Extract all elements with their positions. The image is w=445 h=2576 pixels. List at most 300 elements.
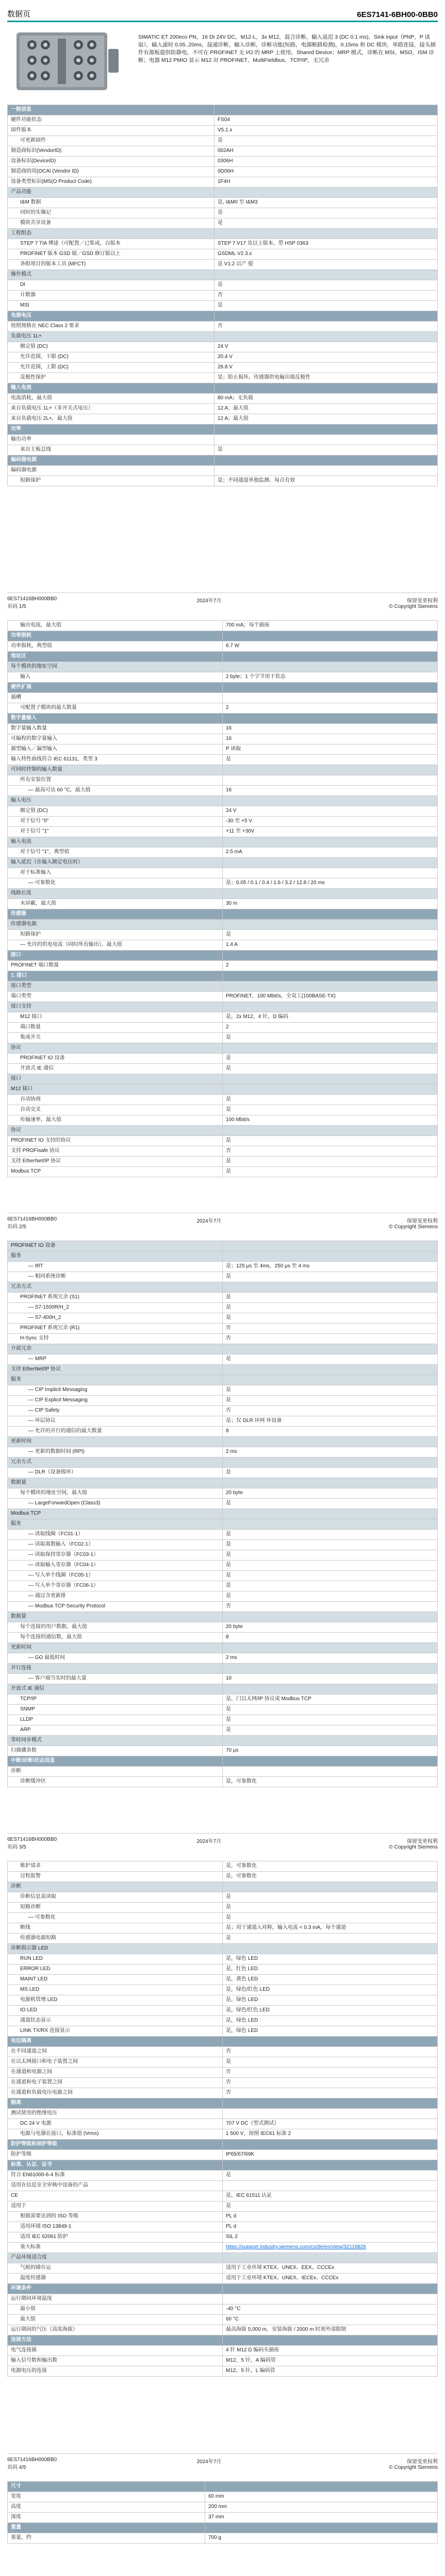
spec-key: 诊断信息需读取 bbox=[8, 1892, 223, 1903]
footer-rights: 保留变更权利 bbox=[407, 598, 438, 604]
spec-key: 自动交叉 bbox=[8, 1105, 223, 1115]
spec-value: 24 V bbox=[215, 342, 438, 352]
spec-row bbox=[8, 2212, 438, 2222]
spec-value: 是 bbox=[223, 1303, 438, 1313]
spec-key: 接口类型 bbox=[8, 981, 223, 992]
spec-value: 是 bbox=[223, 1293, 438, 1303]
spec-key: — S7-400H_2 bbox=[8, 1313, 223, 1324]
spec-row bbox=[8, 280, 438, 291]
spec-key: 硬件功能状态 bbox=[8, 115, 215, 126]
spec-key: 线路长度 bbox=[8, 889, 223, 899]
spec-value bbox=[223, 951, 438, 961]
spec-row bbox=[8, 1872, 438, 1882]
spec-row bbox=[8, 2088, 438, 2098]
spec-key: — 写入单个线圈（FC05-1） bbox=[8, 1571, 223, 1581]
spec-row bbox=[8, 239, 438, 249]
spec-key: 协议 bbox=[8, 1043, 223, 1054]
spec-key: 来自负载电压 2L+，最大值 bbox=[8, 414, 215, 425]
section-header-row bbox=[8, 2523, 438, 2533]
spec-key: 适用于 bbox=[8, 2201, 223, 2212]
spec-key: 输入信号数和输出数 bbox=[8, 2356, 223, 2366]
section-header-row bbox=[8, 2482, 438, 2492]
spec-row bbox=[8, 940, 438, 951]
spec-key: 按照规格在 NEC Class 2 要求 bbox=[8, 321, 215, 332]
spec-key: 在以太网接口和电子装置之间 bbox=[8, 2057, 223, 2067]
spec-value: 是 bbox=[223, 1934, 438, 1944]
spec-row bbox=[8, 1903, 438, 1913]
spec-row bbox=[8, 126, 438, 136]
spec-key: 未屏蔽，最大值 bbox=[8, 899, 223, 909]
spec-key: — 可参数化 bbox=[8, 878, 223, 889]
footer-part: 6ES71416BH000BB0 bbox=[7, 2457, 57, 2463]
spec-key: 服务 bbox=[8, 1251, 223, 1262]
spec-key: PROFINET 版本 GSD 版／GSD 修订版以上 bbox=[8, 249, 215, 260]
spec-row bbox=[8, 1468, 438, 1478]
spec-value: 0D06H bbox=[215, 167, 438, 177]
group-header-row bbox=[8, 1643, 438, 1653]
spec-value: 否 bbox=[223, 2067, 438, 2078]
spec-value bbox=[223, 693, 438, 703]
spec-value: 是，绿色 LED bbox=[223, 2016, 438, 2026]
spec-key: — 写入单个寄存器（FC06-1） bbox=[8, 1581, 223, 1591]
spec-value: 8 bbox=[223, 1633, 438, 1643]
group-header-row bbox=[8, 1074, 438, 1084]
spec-row bbox=[8, 2243, 438, 2253]
spec-row bbox=[8, 827, 438, 837]
spec-row bbox=[8, 775, 438, 786]
page-1 bbox=[0, 0, 445, 613]
spec-key: 电位隔离 bbox=[8, 2037, 223, 2047]
spec-key: 短路诊断 bbox=[8, 1903, 223, 1913]
spec-value: 是，黄色 LED bbox=[223, 1975, 438, 1985]
spec-row bbox=[8, 1674, 438, 1684]
spec-row bbox=[8, 621, 438, 631]
spec-value: 是 bbox=[223, 1705, 438, 1715]
spec-value: 8 bbox=[223, 1427, 438, 1437]
spec-row bbox=[8, 414, 438, 425]
section-header-row bbox=[8, 631, 438, 641]
spec-row bbox=[8, 2109, 438, 2119]
spec-key: PROFINET IO 设备 bbox=[8, 1054, 223, 1064]
spec-row bbox=[8, 1146, 438, 1157]
spec-row bbox=[8, 1540, 438, 1550]
spec-key: 来自主板总线 bbox=[8, 445, 215, 455]
group-header-row bbox=[8, 1365, 438, 1375]
spec-value bbox=[223, 1043, 438, 1054]
section-header-row bbox=[8, 2284, 438, 2294]
spec-key: 输入电压 bbox=[8, 796, 223, 806]
spec-value: 是，红色 LED bbox=[223, 1964, 438, 1975]
spec-row bbox=[8, 1985, 438, 1995]
spec-value: PL d bbox=[223, 2222, 438, 2232]
spec-key: 编码器电源 bbox=[8, 455, 215, 466]
spec-key: 输入延迟（在输入额定电压时） bbox=[8, 858, 223, 868]
spec-value: 否 bbox=[215, 321, 438, 332]
spec-value: 最高海拔 5,000 m，安装海拔 / 2000 m 时须外部限制 bbox=[223, 2325, 438, 2335]
spec-value bbox=[223, 858, 438, 868]
spec-value: 是；仅 DLR 环网 环设备 bbox=[223, 1416, 438, 1427]
spec-value bbox=[223, 775, 438, 786]
spec-value: 是 bbox=[223, 1313, 438, 1324]
spec-row bbox=[8, 115, 438, 126]
spec-value: 2 ms bbox=[223, 1447, 438, 1458]
spec-row bbox=[8, 641, 438, 652]
spec-value: +11 至 +30V bbox=[223, 827, 438, 837]
spec-key: 支持 PROFIsafe 协议 bbox=[8, 1146, 223, 1157]
spec-value: 是 bbox=[223, 1892, 438, 1903]
spec-value bbox=[215, 229, 438, 239]
spec-row bbox=[8, 1602, 438, 1612]
spec-value: 否 bbox=[223, 1406, 438, 1416]
spec-row bbox=[8, 817, 438, 827]
group-header-row bbox=[8, 1509, 438, 1519]
footer-rights: 保留变更权利 bbox=[407, 1839, 438, 1844]
spec-value: 适用于工业环境 KTEX、UNEX、IECEx、CCCEx bbox=[223, 2274, 438, 2284]
spec-value: 0306H bbox=[215, 157, 438, 167]
spec-row bbox=[8, 2119, 438, 2129]
spec-key: 1. 接口 bbox=[8, 971, 223, 981]
section-header-row bbox=[8, 425, 438, 435]
spec-value bbox=[223, 1002, 438, 1012]
spec-value: 是；防止损坏，传感器供电输出端反极性 bbox=[215, 373, 438, 383]
spec-key: 诊断 bbox=[8, 1882, 223, 1892]
spec-row bbox=[8, 2356, 438, 2366]
spec-key: 接口支持 bbox=[8, 1002, 223, 1012]
spec-key: H-Sync 支持 bbox=[8, 1334, 223, 1344]
section-header-row bbox=[8, 652, 438, 662]
group-header-row bbox=[8, 1664, 438, 1674]
spec-value bbox=[223, 1458, 438, 1468]
spec-row bbox=[8, 1157, 438, 1167]
spec-value: PROFINET，100 Mbit/s，全双工(100BASE-TX) bbox=[223, 992, 438, 1002]
spec-value: 2.5 mA bbox=[223, 848, 438, 858]
footer-part: 6ES71416BH000BB0 bbox=[7, 596, 57, 602]
spec-row bbox=[8, 2304, 438, 2315]
spec-row bbox=[8, 2026, 438, 2037]
footer-copyright: © Copyright Siemens bbox=[389, 1844, 438, 1850]
footer-copyright: © Copyright Siemens bbox=[389, 604, 438, 609]
spec-value bbox=[223, 1664, 438, 1674]
spec-row bbox=[8, 1561, 438, 1571]
group-header-row bbox=[8, 1375, 438, 1385]
spec-key: 更新时间 bbox=[8, 1437, 223, 1447]
spec-row bbox=[8, 1892, 438, 1903]
page-footer bbox=[7, 1213, 438, 1230]
spec-row bbox=[8, 1694, 438, 1705]
group-header-row bbox=[8, 2253, 438, 2263]
spec-key: 冗余方式 bbox=[8, 1282, 223, 1293]
spec-value: 200 mm bbox=[205, 2502, 438, 2513]
spec-key: PROFINET IO 设备 bbox=[8, 1241, 223, 1251]
spec-key: M12 接口 bbox=[8, 1012, 223, 1023]
spec-value bbox=[223, 662, 438, 672]
section-header-row bbox=[8, 2037, 438, 2047]
spec-key: 每个连接的用户数据，最大值 bbox=[8, 1622, 223, 1633]
spec-row bbox=[8, 2129, 438, 2140]
footer-part: 6ES71416BH000BB0 bbox=[7, 1216, 57, 1222]
spec-value: 否 bbox=[223, 2078, 438, 2088]
spec-key: 防护等级和保护等级 bbox=[8, 2140, 223, 2150]
spec-key: 协议 bbox=[8, 1126, 223, 1136]
spec-key: 电源机管理 LED bbox=[8, 1995, 223, 2006]
spec-key: 输出功率 bbox=[8, 435, 215, 445]
spec-key: — CIP Safety bbox=[8, 1406, 223, 1416]
spec-value bbox=[223, 909, 438, 920]
spec-row bbox=[8, 1012, 438, 1023]
spec-row bbox=[8, 466, 438, 476]
spec-key: — 允许的供电电流（同时所有输出），最大值 bbox=[8, 940, 223, 951]
spec-row bbox=[8, 2191, 438, 2201]
spec-value: 是 bbox=[223, 755, 438, 765]
spec-key: 数字量输入数量 bbox=[8, 724, 223, 734]
spec-key: 操作模式 bbox=[8, 270, 215, 280]
spec-row bbox=[8, 1975, 438, 1985]
spec-row bbox=[8, 1262, 438, 1272]
spec-key: 连接方法 bbox=[8, 2335, 223, 2346]
spec-key: — IRT bbox=[8, 1262, 223, 1272]
spec-key: TCP/IP bbox=[8, 1694, 223, 1705]
spec-row bbox=[8, 342, 438, 352]
spec-key: 诊断缓冲区 bbox=[8, 1777, 223, 1787]
spec-row bbox=[8, 2181, 438, 2191]
spec-value: 是；不同通道单独监测、每点有效 bbox=[215, 476, 438, 486]
spec-row bbox=[8, 2263, 438, 2274]
spec-key: 对于标准输入 bbox=[8, 868, 223, 878]
spec-value: 20 byte bbox=[223, 1488, 438, 1499]
spec-row bbox=[8, 693, 438, 703]
spec-value: M12，5 针，L 编码管 bbox=[223, 2366, 438, 2377]
spec-row bbox=[8, 1954, 438, 1964]
spec-key: 编码器电源 bbox=[8, 466, 215, 476]
footer-part: 6ES71416BH000BB0 bbox=[7, 1837, 57, 1842]
spec-value bbox=[215, 455, 438, 466]
spec-row bbox=[8, 703, 438, 714]
spec-key: 反极性保护 bbox=[8, 373, 215, 383]
spec-value: 是 bbox=[215, 445, 438, 455]
spec-key: 重量 bbox=[8, 2523, 205, 2533]
spec-key: 接口 bbox=[8, 1074, 223, 1084]
spec-row bbox=[8, 992, 438, 1002]
spec-key: 功率损耗 bbox=[8, 631, 223, 641]
spec-key: — 读取离散输入（FC02-1） bbox=[8, 1540, 223, 1550]
spec-key: 插槽 bbox=[8, 693, 223, 703]
spec-row bbox=[8, 157, 438, 167]
spec-value: 是，IEC 61511 认证 bbox=[223, 2191, 438, 2201]
spec-key: 冗余方式 bbox=[8, 1458, 223, 1468]
spec-key: 适用环境 ISO 13849-1 bbox=[8, 2222, 223, 2232]
spec-row bbox=[8, 2016, 438, 2026]
spec-value bbox=[223, 1241, 438, 1251]
group-header-row bbox=[8, 920, 438, 930]
spec-key: 断线 bbox=[8, 1923, 223, 1934]
spec-value: 20.4 V bbox=[215, 352, 438, 363]
spec-row bbox=[8, 1023, 438, 1033]
spec-key: 产品功能 bbox=[8, 188, 215, 198]
spec-key: 每个模块的地址空间 bbox=[8, 662, 223, 672]
spec-key: 集成开关 bbox=[8, 1033, 223, 1043]
spec-key: 同时的实操记 bbox=[8, 208, 215, 218]
spec-key: 输入特性曲线符合 IEC 61131，类型 3 bbox=[8, 755, 223, 765]
spec-key: 输出电流，最大值 bbox=[8, 621, 223, 631]
spec-key: 自动协商 bbox=[8, 1095, 223, 1105]
spec-value bbox=[205, 2523, 438, 2533]
spec-value[interactable] bbox=[223, 2243, 438, 2253]
spec-row bbox=[8, 2502, 438, 2513]
spec-value: 80 mA；无负载 bbox=[215, 394, 438, 404]
group-header-row bbox=[8, 270, 438, 280]
spec-value: 是 bbox=[223, 2057, 438, 2067]
spec-key: MS LED bbox=[8, 1985, 223, 1995]
spec-key: ARP bbox=[8, 1725, 223, 1736]
spec-value: 是 bbox=[223, 1167, 438, 1177]
section-header-row bbox=[8, 683, 438, 693]
spec-value: 是 bbox=[223, 1715, 438, 1725]
spec-key: Modbus TCP bbox=[8, 1167, 223, 1177]
spec-value: 是 bbox=[223, 1499, 438, 1509]
spec-key: 在通道和负载电压电源之间 bbox=[8, 2088, 223, 2098]
spec-value bbox=[223, 1126, 438, 1136]
spec-value: 002AH bbox=[215, 146, 438, 157]
group-header-row bbox=[8, 889, 438, 899]
spec-row bbox=[8, 930, 438, 940]
spec-value: 是 bbox=[223, 1157, 438, 1167]
spec-value: 是，绿色/红色 LED bbox=[223, 2006, 438, 2016]
spec-row bbox=[8, 208, 438, 218]
spec-value: 是，绿色 LED bbox=[223, 1954, 438, 1964]
spec-key: 硬件扩展 bbox=[8, 683, 223, 693]
spec-value: 是 bbox=[215, 280, 438, 291]
footer-copyright: © Copyright Siemens bbox=[389, 1224, 438, 1230]
page-2 bbox=[0, 620, 445, 1233]
spec-value: 100 Mbit/s bbox=[223, 1115, 438, 1126]
spec-row bbox=[8, 1095, 438, 1105]
spec-key: 输入 bbox=[8, 672, 223, 683]
spec-value bbox=[223, 868, 438, 878]
spec-value bbox=[223, 1612, 438, 1622]
spec-row bbox=[8, 1115, 438, 1126]
spec-row bbox=[8, 177, 438, 188]
spec-row bbox=[8, 868, 438, 878]
spec-row bbox=[8, 1105, 438, 1115]
spec-value: 60 mm bbox=[205, 2492, 438, 2502]
spec-value: 16 bbox=[223, 724, 438, 734]
spec-key: CE bbox=[8, 2191, 223, 2201]
spec-row bbox=[8, 1416, 438, 1427]
spec-key: 在通道和电源之间 bbox=[8, 2067, 223, 2078]
spec-key: 适用 IEC 62061 防护 bbox=[8, 2232, 223, 2243]
section-header-row bbox=[8, 2160, 438, 2171]
spec-key: 支持 EtherNet/IP 协议 bbox=[8, 1365, 223, 1375]
spec-key: MAINT LED bbox=[8, 1975, 223, 1985]
spec-value bbox=[223, 971, 438, 981]
spec-key: 电气连接插 bbox=[8, 2346, 223, 2356]
spec-value: 是 bbox=[215, 208, 438, 218]
spec-row bbox=[8, 755, 438, 765]
spec-value: 是 bbox=[223, 1385, 438, 1396]
product-intro bbox=[7, 28, 438, 95]
group-header-row bbox=[8, 1344, 438, 1354]
footer-page: 页码 2/5 bbox=[7, 1224, 26, 1230]
spec-link[interactable]: https://support.industry.siemens.com/cs/de/en/view/32116826 bbox=[226, 2244, 366, 2250]
spec-row bbox=[8, 2274, 438, 2284]
spec-key: 电源与电器在接口，标准值 (Vrms) bbox=[8, 2129, 223, 2140]
group-header-row bbox=[8, 1002, 438, 1012]
spec-value: 是 bbox=[223, 1064, 438, 1074]
spec-value: 是 bbox=[215, 136, 438, 146]
spec-key: 允许范围，下限 (DC) bbox=[8, 352, 215, 363]
spec-row bbox=[8, 1550, 438, 1561]
spec-value bbox=[223, 1767, 438, 1777]
spec-value: 是 bbox=[215, 218, 438, 229]
spec-value bbox=[215, 311, 438, 321]
spec-key: 制造商的用(OCAI (Vendor ID) bbox=[8, 167, 215, 177]
spec-value: 是；125 μs 至 4ms，250 μs 至 4 ms bbox=[223, 1262, 438, 1272]
spec-value: 12 A；最大值 bbox=[215, 404, 438, 414]
spec-key: MSI bbox=[8, 301, 215, 311]
spec-key: 电源电压 bbox=[8, 311, 215, 321]
spec-key: 在通道和电子装置之间 bbox=[8, 2078, 223, 2088]
group-header-row bbox=[8, 332, 438, 342]
spec-key: — CIP Implicit Messaging bbox=[8, 1385, 223, 1396]
spec-value: 是 bbox=[223, 1136, 438, 1146]
spec-key: 温度传感器 bbox=[8, 2274, 223, 2284]
spec-key: PROFINET IO 支持的协议 bbox=[8, 1136, 223, 1146]
spec-value: 是 bbox=[223, 1095, 438, 1105]
spec-row bbox=[8, 1746, 438, 1756]
spec-row bbox=[8, 476, 438, 486]
spec-key: 更新时间 bbox=[8, 1643, 223, 1653]
spec-value bbox=[223, 981, 438, 992]
spec-value: 是 bbox=[223, 1903, 438, 1913]
spec-key: I&M 数据 bbox=[8, 198, 215, 208]
spec-key: 隔离 bbox=[8, 2098, 223, 2109]
spec-value: 是 bbox=[223, 1033, 438, 1043]
group-header-row bbox=[8, 1437, 438, 1447]
spec-value bbox=[215, 188, 438, 198]
group-header-row bbox=[8, 1251, 438, 1262]
footer-page: 页码 3/5 bbox=[7, 1844, 26, 1850]
spec-value: 否 bbox=[215, 291, 438, 301]
section-header-row bbox=[8, 971, 438, 981]
spec-key: 防护等级 bbox=[8, 2150, 223, 2160]
spec-table-p4 bbox=[7, 1861, 438, 2377]
spec-key: 服务 bbox=[8, 1519, 223, 1530]
spec-value: 707 V DC（型式测试） bbox=[223, 2119, 438, 2129]
spec-row bbox=[8, 1633, 438, 1643]
group-header-row bbox=[8, 1736, 438, 1746]
spec-key: 额定值 (DC) bbox=[8, 342, 215, 352]
spec-key: 设备标识(DeviceID) bbox=[8, 157, 215, 167]
spec-value bbox=[215, 105, 438, 115]
spec-row bbox=[8, 961, 438, 971]
spec-value: 2 ms bbox=[223, 1653, 438, 1664]
spec-row bbox=[8, 2078, 438, 2088]
spec-row bbox=[8, 2533, 438, 2544]
spec-key: 扫描播条数 bbox=[8, 1746, 223, 1756]
spec-key: — 读取输入寄存器（FC04-1） bbox=[8, 1561, 223, 1571]
spec-key: — S7-1500R/H_2 bbox=[8, 1303, 223, 1313]
spec-value: 是 V1.2 以产 提 bbox=[215, 260, 438, 270]
spec-key: — 允许的并行的通信的最大数量 bbox=[8, 1427, 223, 1437]
spec-value bbox=[215, 435, 438, 445]
spec-value bbox=[223, 1375, 438, 1385]
spec-value bbox=[223, 1478, 438, 1488]
spec-value: STEP 7 V17 及以上版本，带 HSP 0363 bbox=[215, 239, 438, 249]
section-header-row bbox=[8, 714, 438, 724]
spec-row bbox=[8, 260, 438, 270]
spec-key: DC 24 V 电源 bbox=[8, 2119, 223, 2129]
section-header-row bbox=[8, 2335, 438, 2346]
